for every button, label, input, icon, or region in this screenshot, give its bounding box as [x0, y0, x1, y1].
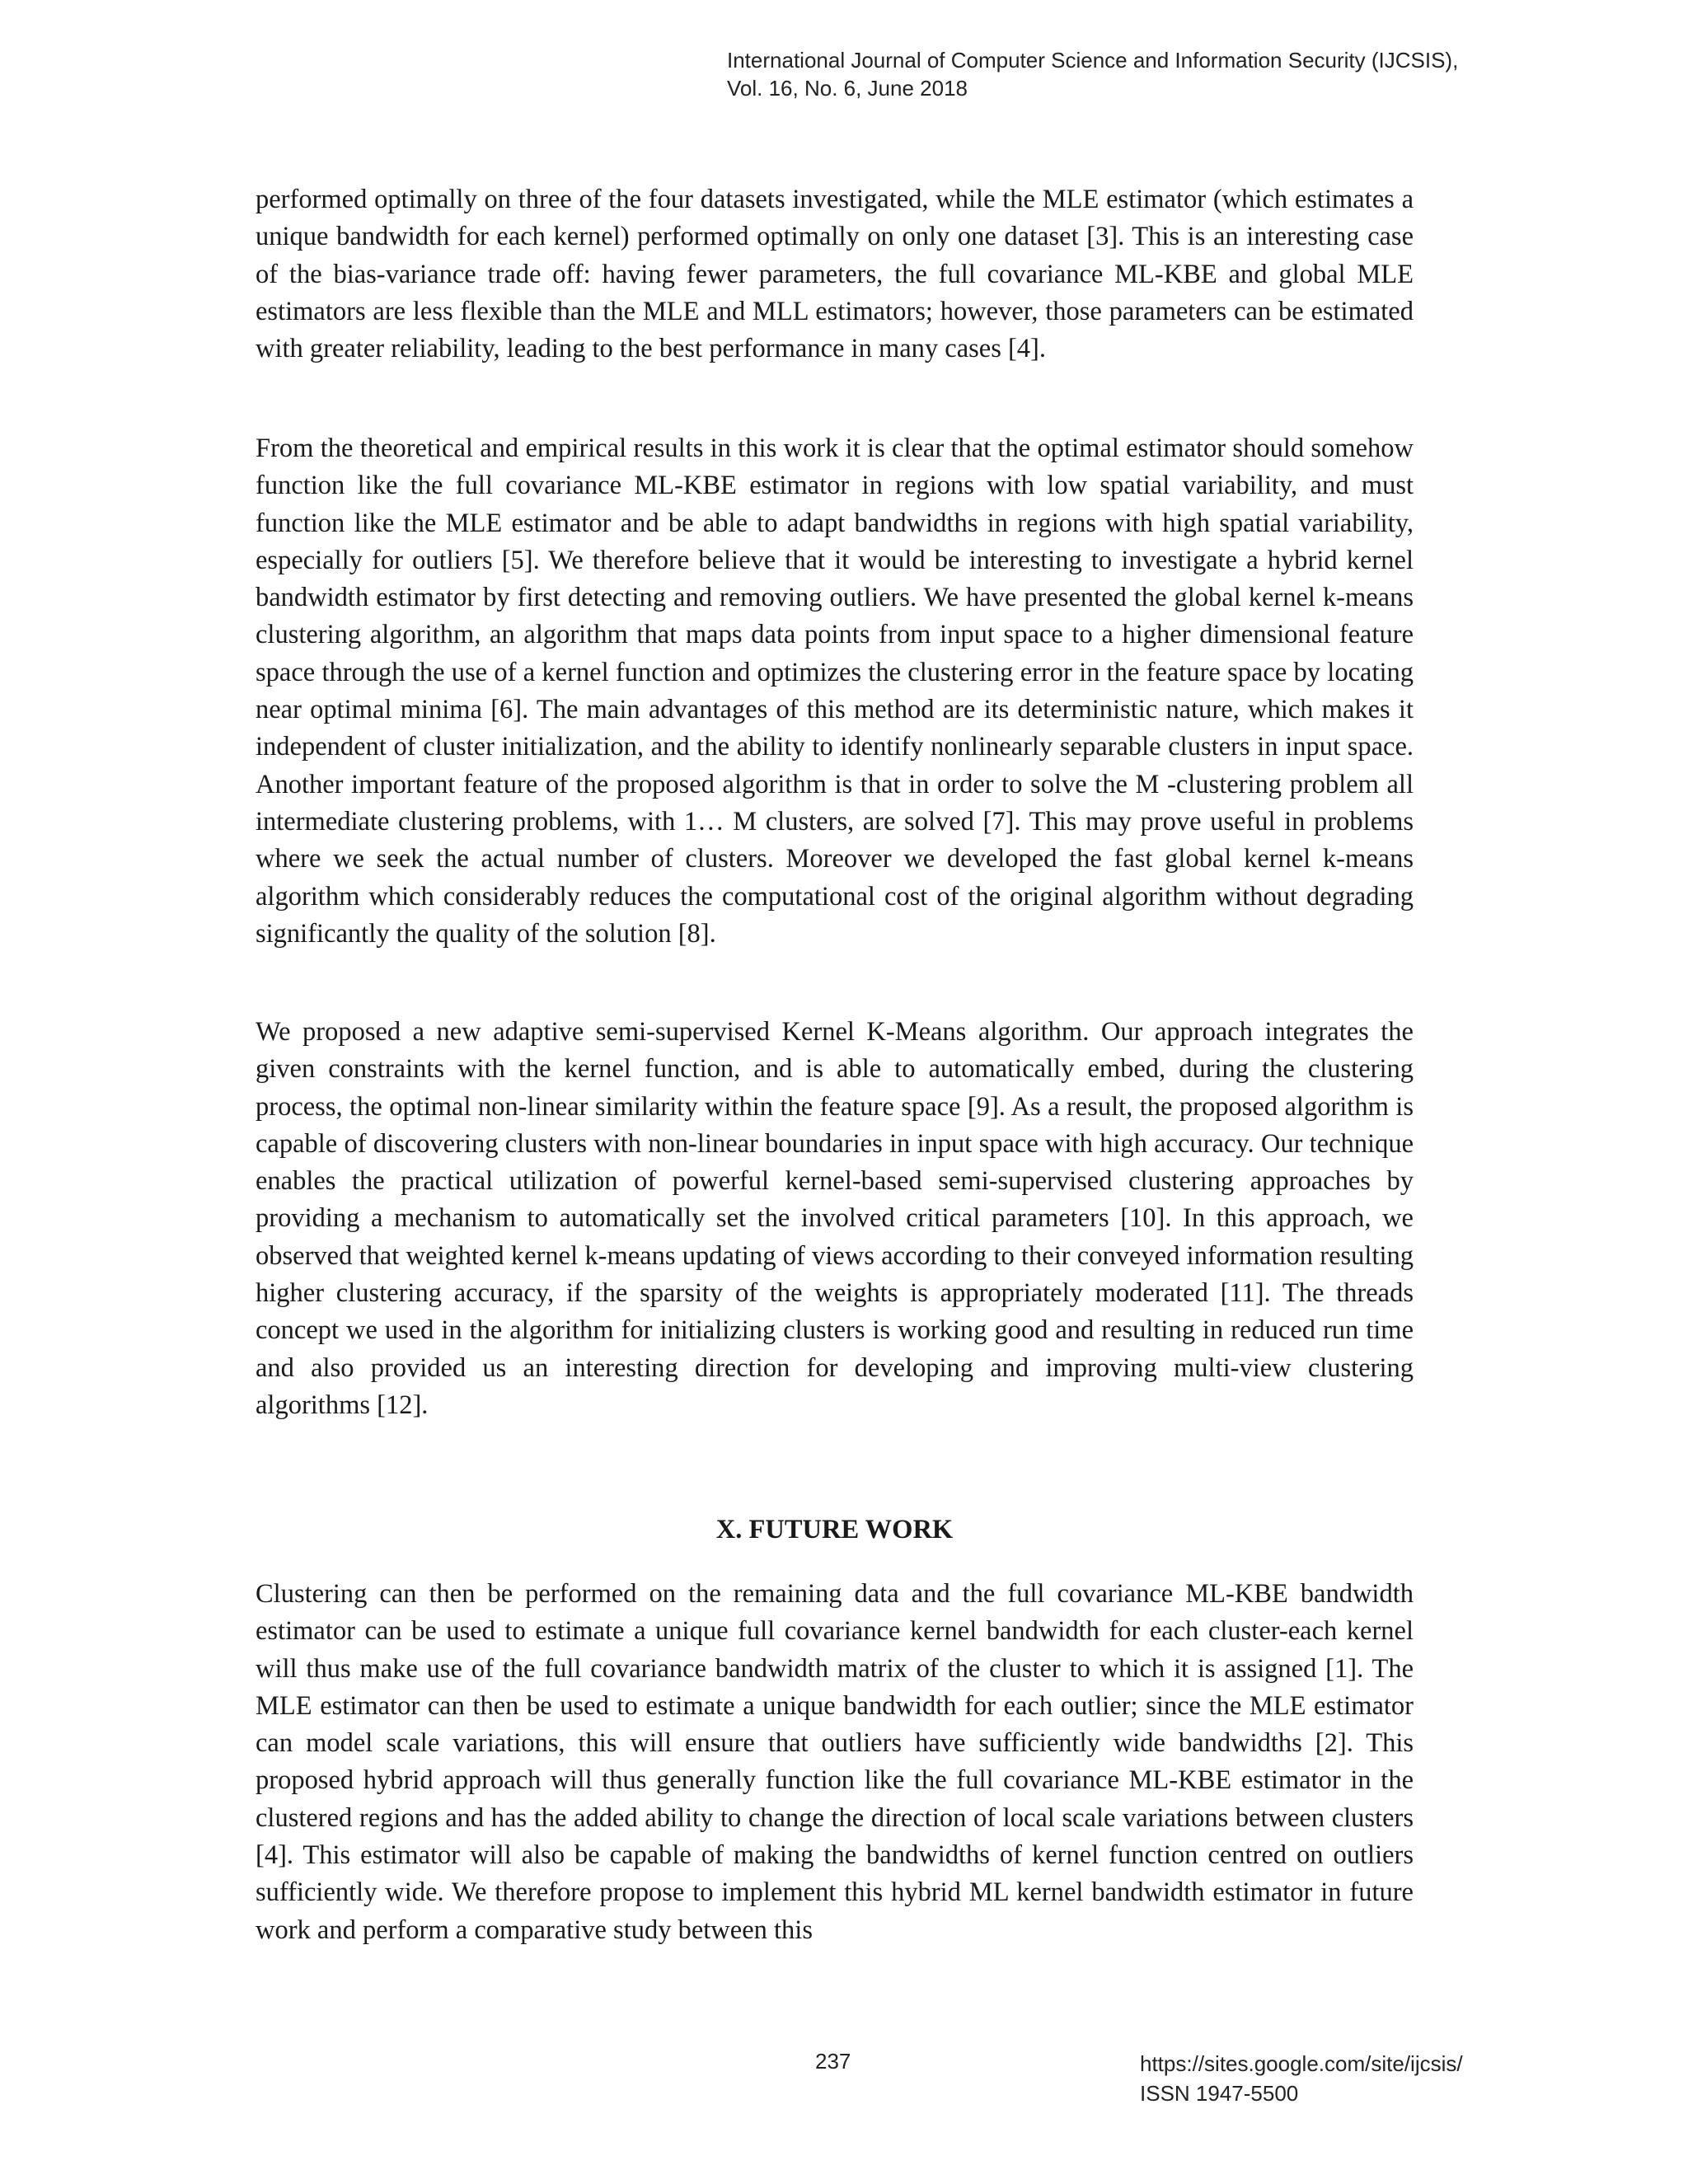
section-heading-future-work: X. FUTURE WORK	[715, 1515, 954, 1544]
footer-info	[1140, 2049, 1463, 2108]
footer-url: https://sites.google.com/site/ijcsis/	[1140, 2051, 1463, 2076]
journal-volume: Vol. 16, No. 6, June 2018	[727, 76, 968, 101]
body-paragraph-3: We proposed a new adaptive semi-supervised Kernel K-Means algorithm. Our approach integrates the given constraints with the kernel function, and is able to automatically embed, during the clustering process, the optimal non-linear similarity within the feature space [9]. As a result, the proposed algorithm is capable of discovering clusters with non-linear boundaries in input space with high accuracy. Our technique enables the practical utilization of powerful kernel-based semi-supervised clustering approaches by providing a mechanism to automatically set the involved critical parameters [10]. In this approach, we observed that weighted kernel k-means updating of views according to their conveyed information resulting higher clustering accuracy, if the sparsity of the weights is appropriately moderated [11]. The threads concept we used in the algorithm for initializing clusters is working good and resulting in reduced run time and also provided us an interesting direction for developing and improving multi-view clustering algorithms [12].	[256, 1017, 1414, 1420]
future-work-paragraph: Clustering can then be performed on the remaining data and the full covariance ML-KBE bandwidth estimator can be used to estimate a unique full covariance kernel bandwidth for each cluster-each kernel will thus make use of the full covariance bandwidth matrix of the cluster to which it is assigned [1]. The MLE estimator can then be used to estimate a unique bandwidth for each outlier; since the MLE estimator can model scale variations, this will ensure that outliers have sufficiently wide bandwidths [2]. This proposed hybrid approach will thus generally function like the full covariance ML-KBE estimator in the clustered regions and has the added ability to change the direction of local scale variations between clusters [4]. This estimator will also be capable of making the bandwidths of kernel function centred on outliers sufficiently wide. We therefore propose to implement this hybrid ML kernel bandwidth estimator in future work and perform a comparative study between this	[256, 1579, 1414, 1945]
journal-title: International Journal of Computer Science and Information Security (IJCSIS),	[727, 48, 1459, 73]
body-paragraph-1: performed optimally on three of the four datasets investigated, while the MLE estimator (which estimates a unique bandwidth for each kernel) performed optimally on only one dataset [3]. This is an interesting case of the bias-variance trade off: having fewer parameters, the full covariance ML-KBE and global MLE estimators are less flexible than the MLE and MLL estimators; however, those parameters can be estimated with greater reliability, leading to the best performance in many cases [4].	[256, 185, 1414, 364]
page-number: 237	[815, 2049, 851, 2074]
body-paragraph-2: From the theoretical and empirical results in this work it is clear that the optimal estimator should somehow function like the full covariance ML-KBE estimator in regions with low spatial variability, and must function like the MLE estimator and be able to adapt bandwidths in regions with high spatial variability, especially for outliers [5]. We therefore believe that it would be interesting to investigate a hybrid kernel bandwidth estimator by first detecting and removing outliers. We have presented the global kernel k-means clustering algorithm, an algorithm that maps data points from input space to a higher dimensional feature space through the use of a kernel function and optimizes the clustering error in the feature space by locating near optimal minima [6]. The main advantages of this method are its deterministic nature, which makes it independent of cluster initialization, and the ability to identify nonlinearly separable clusters in input space. Another important feature of the proposed algorithm is that in order to solve the M -clustering problem all intermediate clustering problems, with 1… M clusters, are solved [7]. This may prove useful in problems where we seek the actual number of clusters. Moreover we developed the fast global kernel k-means algorithm which considerably reduces the computational cost of the original algorithm without degrading significantly the quality of the solution [8].	[256, 434, 1414, 949]
journal-header	[727, 46, 1458, 102]
footer-issn: ISSN 1947-5500	[1140, 2081, 1299, 2106]
